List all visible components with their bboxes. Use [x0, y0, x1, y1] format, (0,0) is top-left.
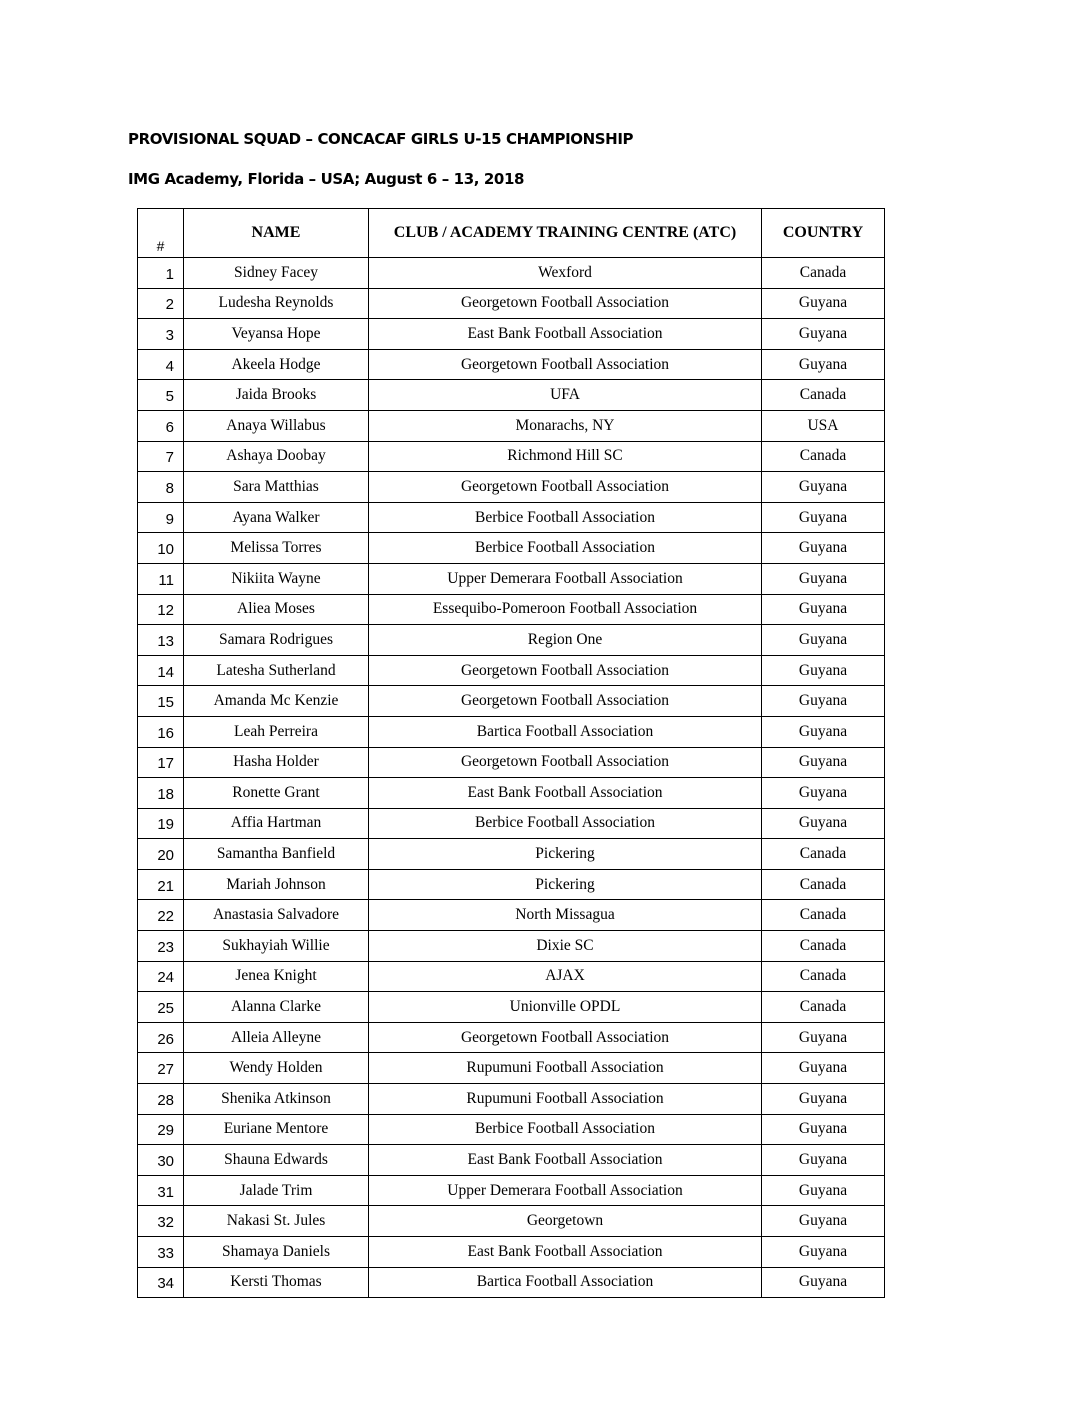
player-name: Nikiita Wayne: [184, 563, 369, 594]
country-name: Guyana: [762, 288, 885, 319]
table-header-row: [138, 209, 885, 258]
country-name: Canada: [762, 900, 885, 931]
table-row: [138, 533, 885, 564]
player-name: Shamaya Daniels: [184, 1237, 369, 1268]
row-number: 12: [138, 594, 184, 625]
row-number: 34: [138, 1267, 184, 1298]
player-name: Affia Hartman: [184, 808, 369, 839]
club-name: North Missagua: [369, 900, 762, 931]
player-name: Jaida Brooks: [184, 380, 369, 411]
player-name: Ayana Walker: [184, 502, 369, 533]
row-number: 19: [138, 808, 184, 839]
player-name: Samara Rodrigues: [184, 625, 369, 656]
club-name: Richmond Hill SC: [369, 441, 762, 472]
table-row: [138, 1022, 885, 1053]
table-row: [138, 288, 885, 319]
table-row: [138, 625, 885, 656]
player-name: Alleia Alleyne: [184, 1022, 369, 1053]
row-number: 32: [138, 1206, 184, 1237]
club-name: Georgetown Football Association: [369, 1022, 762, 1053]
club-name: Bartica Football Association: [369, 1267, 762, 1298]
column-header-club: CLUB / ACADEMY TRAINING CENTRE (ATC): [369, 209, 762, 258]
player-name: Anastasia Salvadore: [184, 900, 369, 931]
table-row: [138, 1145, 885, 1176]
table-row: [138, 961, 885, 992]
table-row: [138, 778, 885, 809]
club-name: Upper Demerara Football Association: [369, 1175, 762, 1206]
club-name: Wexford: [369, 258, 762, 289]
table-row: [138, 441, 885, 472]
country-name: Guyana: [762, 1237, 885, 1268]
player-name: Hasha Holder: [184, 747, 369, 778]
table-row: [138, 1267, 885, 1298]
country-name: Guyana: [762, 1206, 885, 1237]
table-row: [138, 808, 885, 839]
table-row: [138, 563, 885, 594]
country-name: Canada: [762, 992, 885, 1023]
row-number: 11: [138, 563, 184, 594]
club-name: Unionville OPDL: [369, 992, 762, 1023]
row-number: 18: [138, 778, 184, 809]
country-name: Guyana: [762, 563, 885, 594]
row-number: 10: [138, 533, 184, 564]
row-number: 25: [138, 992, 184, 1023]
player-name: Mariah Johnson: [184, 869, 369, 900]
table-row: [138, 410, 885, 441]
player-name: Euriane Mentore: [184, 1114, 369, 1145]
player-name: Veyansa Hope: [184, 319, 369, 350]
table-row: [138, 319, 885, 350]
club-name: East Bank Football Association: [369, 1237, 762, 1268]
club-name: UFA: [369, 380, 762, 411]
country-name: Canada: [762, 380, 885, 411]
player-name: Sara Matthias: [184, 472, 369, 503]
table-row: [138, 1114, 885, 1145]
row-number: 9: [138, 502, 184, 533]
row-number: 1: [138, 258, 184, 289]
club-name: Rupumuni Football Association: [369, 1084, 762, 1115]
country-name: Guyana: [762, 1114, 885, 1145]
country-name: Guyana: [762, 472, 885, 503]
player-name: Jenea Knight: [184, 961, 369, 992]
table-row: [138, 1237, 885, 1268]
country-name: Guyana: [762, 778, 885, 809]
row-number: 23: [138, 931, 184, 962]
table-row: [138, 502, 885, 533]
table-row: [138, 349, 885, 380]
table-row: [138, 686, 885, 717]
club-name: Essequibo-Pomeroon Football Association: [369, 594, 762, 625]
club-name: Region One: [369, 625, 762, 656]
player-name: Alanna Clarke: [184, 992, 369, 1023]
country-name: Guyana: [762, 655, 885, 686]
club-name: Georgetown: [369, 1206, 762, 1237]
row-number: 6: [138, 410, 184, 441]
player-name: Nakasi St. Jules: [184, 1206, 369, 1237]
country-name: Guyana: [762, 1022, 885, 1053]
country-name: Guyana: [762, 319, 885, 350]
table-row: [138, 992, 885, 1023]
player-name: Jalade Trim: [184, 1175, 369, 1206]
country-name: Guyana: [762, 808, 885, 839]
country-name: Guyana: [762, 1267, 885, 1298]
country-name: Guyana: [762, 686, 885, 717]
club-name: Georgetown Football Association: [369, 472, 762, 503]
club-name: Berbice Football Association: [369, 808, 762, 839]
club-name: Rupumuni Football Association: [369, 1053, 762, 1084]
club-name: Upper Demerara Football Association: [369, 563, 762, 594]
club-name: Georgetown Football Association: [369, 686, 762, 717]
country-name: Guyana: [762, 1175, 885, 1206]
row-number: 22: [138, 900, 184, 931]
row-number: 5: [138, 380, 184, 411]
club-name: Georgetown Football Association: [369, 747, 762, 778]
table-row: [138, 258, 885, 289]
player-name: Sidney Facey: [184, 258, 369, 289]
club-name: Berbice Football Association: [369, 533, 762, 564]
table-row: [138, 839, 885, 870]
club-name: AJAX: [369, 961, 762, 992]
club-name: Georgetown Football Association: [369, 288, 762, 319]
player-name: Kersti Thomas: [184, 1267, 369, 1298]
player-name: Ludesha Reynolds: [184, 288, 369, 319]
country-name: Canada: [762, 931, 885, 962]
squad-table: [137, 208, 885, 1298]
table-row: [138, 1084, 885, 1115]
club-name: Georgetown Football Association: [369, 655, 762, 686]
country-name: Canada: [762, 839, 885, 870]
row-number: 4: [138, 349, 184, 380]
country-name: Canada: [762, 258, 885, 289]
country-name: Guyana: [762, 716, 885, 747]
club-name: East Bank Football Association: [369, 1145, 762, 1176]
country-name: USA: [762, 410, 885, 441]
country-name: Canada: [762, 441, 885, 472]
player-name: Ashaya Doobay: [184, 441, 369, 472]
player-name: Amanda Mc Kenzie: [184, 686, 369, 717]
club-name: Bartica Football Association: [369, 716, 762, 747]
table-row: [138, 900, 885, 931]
row-number: 14: [138, 655, 184, 686]
document-title: PROVISIONAL SQUAD – CONCACAF GIRLS U-15 CHAMPIONSHIP: [128, 130, 634, 148]
row-number: 13: [138, 625, 184, 656]
row-number: 3: [138, 319, 184, 350]
table-row: [138, 655, 885, 686]
table-row: [138, 1175, 885, 1206]
club-name: East Bank Football Association: [369, 778, 762, 809]
player-name: Samantha Banfield: [184, 839, 369, 870]
row-number: 20: [138, 839, 184, 870]
player-name: Melissa Torres: [184, 533, 369, 564]
row-number: 2: [138, 288, 184, 319]
table-row: [138, 1206, 885, 1237]
club-name: Berbice Football Association: [369, 502, 762, 533]
country-name: Guyana: [762, 502, 885, 533]
row-number: 24: [138, 961, 184, 992]
table-row: [138, 380, 885, 411]
row-number: 15: [138, 686, 184, 717]
player-name: Sukhayiah Willie: [184, 931, 369, 962]
table-row: [138, 1053, 885, 1084]
country-name: Guyana: [762, 1053, 885, 1084]
country-name: Canada: [762, 869, 885, 900]
country-name: Guyana: [762, 1145, 885, 1176]
table-row: [138, 594, 885, 625]
player-name: Akeela Hodge: [184, 349, 369, 380]
column-header-number: #: [138, 209, 184, 258]
club-name: Monarachs, NY: [369, 410, 762, 441]
country-name: Guyana: [762, 625, 885, 656]
table-row: [138, 472, 885, 503]
country-name: Guyana: [762, 1084, 885, 1115]
row-number: 8: [138, 472, 184, 503]
table-row: [138, 747, 885, 778]
column-header-name: NAME: [184, 209, 369, 258]
table-row: [138, 716, 885, 747]
row-number: 27: [138, 1053, 184, 1084]
table-row: [138, 869, 885, 900]
row-number: 7: [138, 441, 184, 472]
club-name: Georgetown Football Association: [369, 349, 762, 380]
club-name: Pickering: [369, 869, 762, 900]
row-number: 26: [138, 1022, 184, 1053]
row-number: 17: [138, 747, 184, 778]
club-name: Berbice Football Association: [369, 1114, 762, 1145]
player-name: Ronette Grant: [184, 778, 369, 809]
country-name: Canada: [762, 961, 885, 992]
player-name: Shenika Atkinson: [184, 1084, 369, 1115]
club-name: East Bank Football Association: [369, 319, 762, 350]
row-number: 28: [138, 1084, 184, 1115]
table-body: [138, 258, 885, 1298]
column-header-country: COUNTRY: [762, 209, 885, 258]
country-name: Guyana: [762, 533, 885, 564]
row-number: 33: [138, 1237, 184, 1268]
player-name: Latesha Sutherland: [184, 655, 369, 686]
player-name: Leah Perreira: [184, 716, 369, 747]
club-name: Dixie SC: [369, 931, 762, 962]
row-number: 31: [138, 1175, 184, 1206]
table-row: [138, 931, 885, 962]
player-name: Shauna Edwards: [184, 1145, 369, 1176]
row-number: 21: [138, 869, 184, 900]
country-name: Guyana: [762, 594, 885, 625]
country-name: Guyana: [762, 349, 885, 380]
player-name: Aliea Moses: [184, 594, 369, 625]
club-name: Pickering: [369, 839, 762, 870]
player-name: Wendy Holden: [184, 1053, 369, 1084]
player-name: Anaya Willabus: [184, 410, 369, 441]
row-number: 29: [138, 1114, 184, 1145]
row-number: 30: [138, 1145, 184, 1176]
row-number: 16: [138, 716, 184, 747]
country-name: Guyana: [762, 747, 885, 778]
document-subtitle: IMG Academy, Florida – USA; August 6 – 13, 2018: [128, 170, 525, 188]
